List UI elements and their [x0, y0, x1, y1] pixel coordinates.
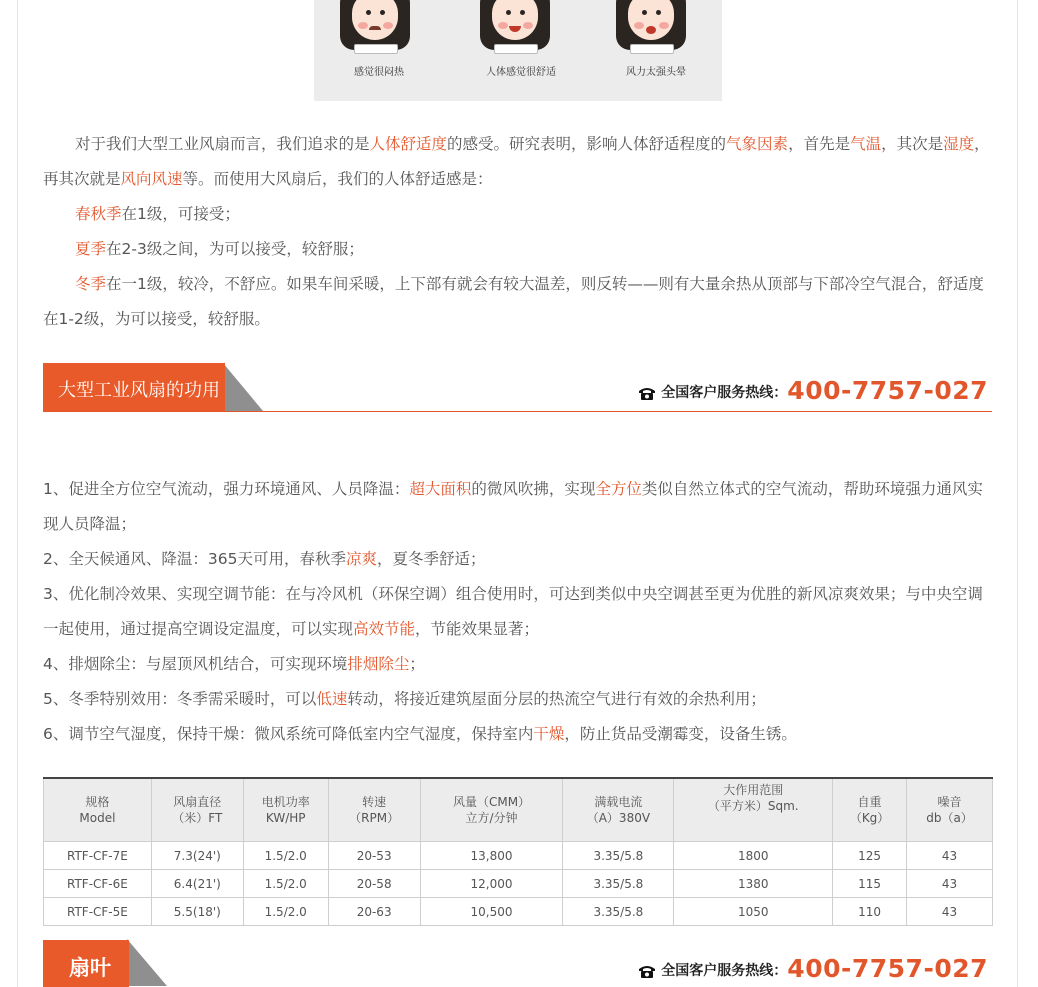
- table-cell: 20-53: [328, 842, 420, 870]
- section-tab: [43, 363, 225, 411]
- face-comfortable: [480, 0, 550, 52]
- highlight-temperature: 气温: [850, 135, 882, 153]
- function-item-1: 1、促进全方位空气流动，强力环境通风、人员降温：超大面积的微风吹拂，实现全方位类似自然立体式的空气流动，帮助环境强力通风实现人员降温；: [43, 480, 983, 533]
- hotline-number[interactable]: 400-7757-027: [787, 954, 988, 983]
- function-item-3: 3、优化制冷效果、实现空调节能：在与冷风机（环保空调）组合使用时，可达到类似中央空调甚至更为优胜的新风凉爽效果；与中央空调一起使用，通过提高空调设定温度，可以实现高效节能，节能效果显著；: [43, 585, 983, 638]
- table-cell: 1.5/2.0: [243, 842, 328, 870]
- table-header-row: [44, 778, 993, 842]
- table-cell: 20-63: [328, 898, 420, 926]
- section-tab: [43, 940, 129, 987]
- table-cell: RTF-CF-5E: [44, 898, 152, 926]
- caption-comfortable: 人体感觉很舒适: [486, 67, 556, 78]
- highlight-comfort: 人体舒适度: [369, 135, 448, 153]
- header-speed: 转速 （RPM）: [328, 778, 420, 842]
- header-coverage: 大作用范围 （平方米）Sqm.: [674, 778, 833, 842]
- tab-shadow: [127, 939, 167, 986]
- face-dizzy: [616, 0, 686, 52]
- comfort-illustration: [314, 0, 722, 101]
- section-header-functions: [43, 362, 992, 412]
- hotline: [637, 954, 988, 983]
- table-cell: 20-58: [328, 870, 420, 898]
- table-cell: 7.3(24'): [151, 842, 243, 870]
- header-model: 规格 Model: [44, 778, 152, 842]
- header-noise: 噪音 db（a）: [907, 778, 993, 842]
- function-item-5: 5、冬季特别效用：冬季需采暖时，可以低速转动，将接近建筑屋面分层的热流空气进行有效的余热利用；: [43, 690, 766, 708]
- function-item-4: 4、排烟除尘：与屋顶风机结合，可实现环境排烟除尘；: [43, 655, 425, 673]
- tab-shadow: [223, 363, 263, 411]
- phone-icon: [637, 386, 657, 400]
- face-hot: [340, 0, 410, 52]
- table-cell: 1800: [674, 842, 833, 870]
- season-summer: 夏季: [75, 240, 107, 258]
- table-cell: 43: [907, 842, 993, 870]
- header-current: 满载电流 （A）380V: [563, 778, 674, 842]
- caption-dizzy: 风力太强头晕: [626, 67, 686, 78]
- summer-line: 夏季在2-3级之间，为可以接受，较舒服；: [75, 240, 364, 258]
- table-cell: 110: [833, 898, 907, 926]
- table-cell: 3.35/5.8: [563, 870, 674, 898]
- season-winter: 冬季: [75, 275, 107, 293]
- header-airflow: 风量（CMM） 立方/分钟: [420, 778, 563, 842]
- table-cell: 1050: [674, 898, 833, 926]
- function-item-6: 6、调节空气湿度，保持干燥：微风系统可降低室内空气湿度，保持室内干燥，防止货品受潮霉变，设备生锈。: [43, 725, 797, 743]
- spec-table: [43, 777, 993, 926]
- table-cell: 43: [907, 870, 993, 898]
- spring-line: 春秋季在1级，可接受；: [75, 205, 240, 223]
- table-cell: RTF-CF-7E: [44, 842, 152, 870]
- hotline-label: 全国客户服务热线：: [661, 385, 788, 401]
- intro-paragraph: 对于我们大型工业风扇而言，我们追求的是人体舒适度的感受。研究表明，影响人体舒适程度的气象因素，首先是气温，其次是湿度，再其次就是风向风速等。而使用大风扇后，我们的人体舒适感是：: [43, 135, 990, 188]
- section-header-blades: [43, 939, 992, 987]
- table-cell: 3.35/5.8: [563, 898, 674, 926]
- section-rule: [43, 411, 992, 412]
- hotline-number[interactable]: 400-7757-027: [787, 376, 988, 405]
- season-spring: 春秋季: [75, 205, 122, 223]
- table-row: [44, 870, 993, 898]
- table-cell: 5.5(18'): [151, 898, 243, 926]
- table-cell: 1.5/2.0: [243, 898, 328, 926]
- table-cell: 1.5/2.0: [243, 870, 328, 898]
- table-cell: 10,500: [420, 898, 563, 926]
- table-row: [44, 898, 993, 926]
- table-row: [44, 842, 993, 870]
- highlight-wind: 风向风速: [120, 170, 183, 188]
- highlight-weather: 气象因素: [726, 135, 789, 153]
- table-cell: 43: [907, 898, 993, 926]
- hotline-label: 全国客户服务热线：: [661, 963, 788, 979]
- table-cell: 125: [833, 842, 907, 870]
- header-diameter: 风扇直径 （米）FT: [151, 778, 243, 842]
- section-title: 扇叶: [69, 956, 111, 980]
- highlight-humidity: 湿度: [943, 135, 975, 153]
- table-cell: 115: [833, 870, 907, 898]
- caption-hot: 感觉很闷热: [354, 67, 404, 78]
- header-power: 电机功率 KW/HP: [243, 778, 328, 842]
- function-item-2: 2、全天候通风、降温：365天可用，春秋季凉爽，夏冬季舒适；: [43, 550, 486, 568]
- hotline: [637, 376, 988, 405]
- header-weight: 自重 （Kg）: [833, 778, 907, 842]
- winter-line: 冬季在一1级，较冷，不舒应。如果车间采暖，上下部有就会有较大温差，则反转——则有大量余热从顶部与下部冷空气混合，舒适度在1-2级，为可以接受，较舒服。: [43, 275, 984, 328]
- table-cell: 6.4(21'): [151, 870, 243, 898]
- table-cell: 12,000: [420, 870, 563, 898]
- table-cell: 13,800: [420, 842, 563, 870]
- section-title: 大型工业风扇的功用: [58, 380, 220, 401]
- table-cell: 1380: [674, 870, 833, 898]
- table-cell: 3.35/5.8: [563, 842, 674, 870]
- table-cell: RTF-CF-6E: [44, 870, 152, 898]
- phone-icon: [637, 964, 657, 978]
